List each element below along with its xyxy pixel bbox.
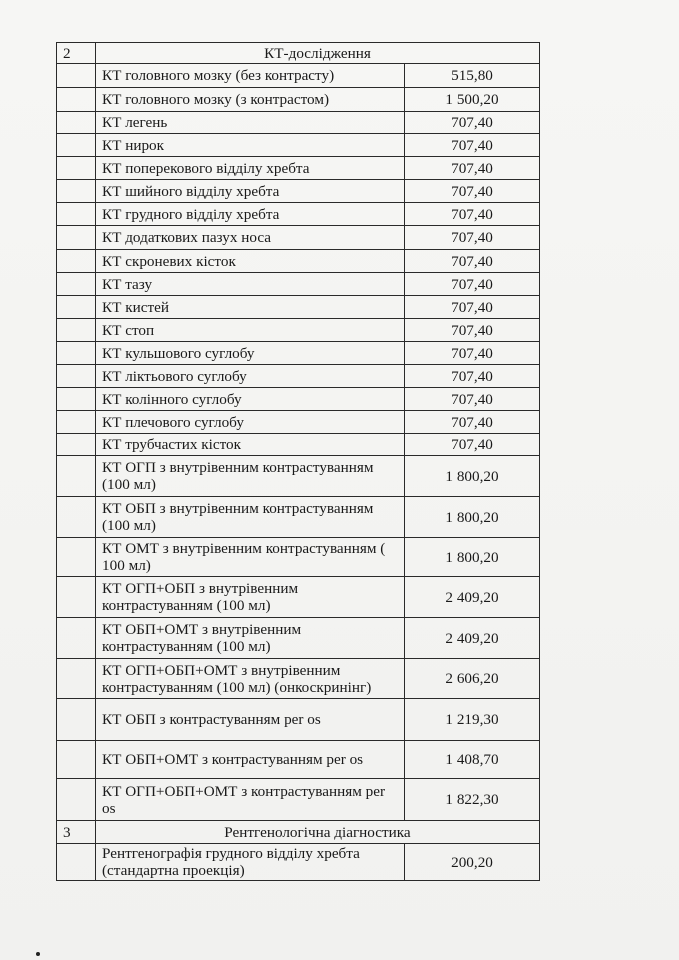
service-name: КТ тазу [96, 273, 405, 296]
service-row [57, 538, 540, 577]
service-name: КТ ОМТ з внутрівенним контрастуванням ( 100 мл) [96, 538, 405, 577]
service-row [57, 319, 540, 342]
service-row [57, 157, 540, 180]
service-name: КТ поперекового відділу хребта [96, 157, 405, 180]
service-name: КТ ОБП+ОМТ з контрастуванням per os [96, 741, 405, 779]
service-price: 2 606,20 [405, 659, 540, 699]
service-row [57, 844, 540, 881]
service-price: 707,40 [405, 411, 540, 434]
service-row [57, 699, 540, 741]
service-name: КТ ОГП+ОБП+ОМТ з внутрівенним контрастуванням (100 мл) (онкоскринінг) [96, 659, 405, 699]
service-name: КТ кульшового суглобу [96, 342, 405, 365]
service-name: КТ кистей [96, 296, 405, 319]
service-price: 707,40 [405, 365, 540, 388]
row-number-cell [57, 134, 96, 157]
service-name: КТ нирок [96, 134, 405, 157]
service-price: 707,40 [405, 180, 540, 203]
service-row [57, 180, 540, 203]
service-name: КТ ОБП з внутрівенним контрастуванням (100 мл) [96, 497, 405, 538]
service-name: КТ стоп [96, 319, 405, 342]
service-row [57, 88, 540, 112]
service-row [57, 434, 540, 456]
service-row [57, 273, 540, 296]
service-name: КТ шийного відділу хребта [96, 180, 405, 203]
service-name: КТ ліктьового суглобу [96, 365, 405, 388]
row-number-cell [57, 411, 96, 434]
row-number-cell [57, 538, 96, 577]
service-price: 707,40 [405, 273, 540, 296]
service-name: КТ ОГП з внутрівенним контрастуванням (100 мл) [96, 456, 405, 497]
service-price: 707,40 [405, 319, 540, 342]
service-row [57, 577, 540, 618]
service-price: 515,80 [405, 64, 540, 88]
row-number-cell [57, 157, 96, 180]
page-dot-mark [36, 952, 40, 956]
service-name: КТ ОГП+ОБП з внутрівенним контрастуванням (100 мл) [96, 577, 405, 618]
service-name: КТ головного мозку (без контрасту) [96, 64, 405, 88]
service-name: КТ легень [96, 112, 405, 134]
service-price: 1 408,70 [405, 741, 540, 779]
service-price: 707,40 [405, 226, 540, 250]
row-number-cell [57, 388, 96, 411]
row-number-cell [57, 699, 96, 741]
price-list-table [56, 42, 540, 881]
service-price: 1 500,20 [405, 88, 540, 112]
section-title: КТ-дослідження [96, 43, 540, 64]
section-header-row [57, 821, 540, 844]
service-name: КТ ОБП з контрастуванням per os [96, 699, 405, 741]
row-number-cell [57, 273, 96, 296]
service-price: 707,40 [405, 112, 540, 134]
service-row [57, 226, 540, 250]
service-name: КТ скроневих кісток [96, 250, 405, 273]
service-name: КТ колінного суглобу [96, 388, 405, 411]
row-number-cell [57, 456, 96, 497]
service-name: КТ грудного відділу хребта [96, 203, 405, 226]
row-number-cell [57, 296, 96, 319]
service-price: 707,40 [405, 250, 540, 273]
section-number: 3 [57, 821, 96, 844]
row-number-cell [57, 779, 96, 821]
service-price: 707,40 [405, 342, 540, 365]
service-row [57, 134, 540, 157]
section-header-row [57, 43, 540, 64]
row-number-cell [57, 64, 96, 88]
service-row [57, 112, 540, 134]
service-name: КТ плечового суглобу [96, 411, 405, 434]
service-price: 200,20 [405, 844, 540, 881]
service-price: 707,40 [405, 134, 540, 157]
service-price: 707,40 [405, 296, 540, 319]
service-row [57, 203, 540, 226]
section-title: Рентгенологічна діагностика [96, 821, 540, 844]
row-number-cell [57, 497, 96, 538]
service-name: КТ ОБП+ОМТ з внутрівенним контрастуванням (100 мл) [96, 618, 405, 659]
service-name: КТ додаткових пазух носа [96, 226, 405, 250]
row-number-cell [57, 226, 96, 250]
row-number-cell [57, 659, 96, 699]
row-number-cell [57, 434, 96, 456]
service-price: 707,40 [405, 203, 540, 226]
row-number-cell [57, 203, 96, 226]
service-row [57, 497, 540, 538]
section-number: 2 [57, 43, 96, 64]
service-name: КТ головного мозку (з контрастом) [96, 88, 405, 112]
service-name: КТ трубчастих кісток [96, 434, 405, 456]
service-price: 707,40 [405, 157, 540, 180]
service-price: 1 800,20 [405, 456, 540, 497]
service-row [57, 779, 540, 821]
service-price: 707,40 [405, 388, 540, 411]
row-number-cell [57, 112, 96, 134]
service-row [57, 618, 540, 659]
service-price: 2 409,20 [405, 618, 540, 659]
row-number-cell [57, 844, 96, 881]
row-number-cell [57, 618, 96, 659]
service-price: 707,40 [405, 434, 540, 456]
service-row [57, 741, 540, 779]
row-number-cell [57, 250, 96, 273]
row-number-cell [57, 577, 96, 618]
row-number-cell [57, 319, 96, 342]
service-price: 1 219,30 [405, 699, 540, 741]
service-row [57, 659, 540, 699]
service-price: 1 800,20 [405, 497, 540, 538]
service-row [57, 64, 540, 88]
service-row [57, 388, 540, 411]
service-row [57, 456, 540, 497]
service-price: 2 409,20 [405, 577, 540, 618]
service-row [57, 342, 540, 365]
row-number-cell [57, 88, 96, 112]
service-name: Рентгенографія грудного відділу хребта (стандартна проекція) [96, 844, 405, 881]
row-number-cell [57, 365, 96, 388]
row-number-cell [57, 180, 96, 203]
row-number-cell [57, 342, 96, 365]
row-number-cell [57, 741, 96, 779]
service-price: 1 822,30 [405, 779, 540, 821]
service-row [57, 250, 540, 273]
service-row [57, 411, 540, 434]
service-row [57, 296, 540, 319]
service-price: 1 800,20 [405, 538, 540, 577]
service-row [57, 365, 540, 388]
service-name: КТ ОГП+ОБП+ОМТ з контрастуванням per os [96, 779, 405, 821]
